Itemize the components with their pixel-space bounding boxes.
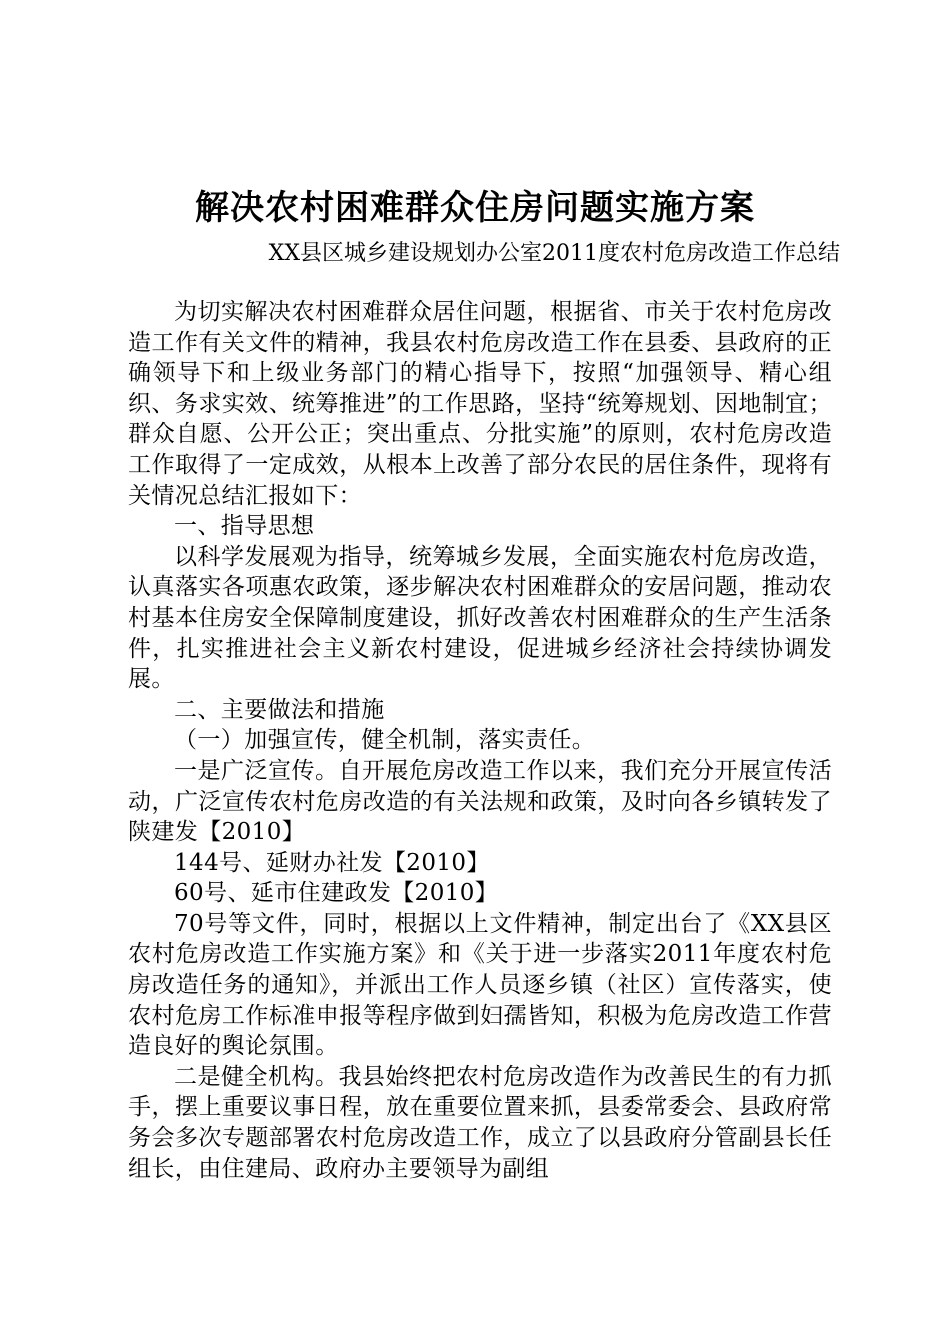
- subsection-heading-publicity: （一）加强宣传，健全机制，落实责任。: [174, 727, 596, 754]
- paragraph-doc-ref-70: 70号等文件，同时，根据以上文件精神，制定出台了《XX县区农村危房改造工作实施方案》和《关于进一步落实2011年度农村危房改造任务的通知》，并派出工作人员逐乡镇（社区）宣传落实，使农村危房工作标准申报等程序做到妇孺皆知，积极为危房改造工作营造良好的舆论氛围。: [128, 910, 832, 1060]
- paragraph-publicity: 一是广泛宣传。自开展危房改造工作以来，我们充分开展宣传活动，广泛宣传农村危房改造的有关法规和政策，及时向各乡镇转发了陕建发【2010】: [128, 757, 832, 846]
- document-title: 解决农村困难群众住房问题实施方案: [195, 188, 755, 228]
- paragraph-guiding-ideology: 以科学发展观为指导，统筹城乡发展，全面实施农村危房改造，认真落实各项惠农政策，逐步解决农村困难群众的安居问题，推动农村基本住房安全保障制度建设，抓好改善农村困难群众的生产生活条件，扎实推进社会主义新农村建设，促进城乡经济社会持续协调发展。: [128, 543, 832, 693]
- document-subtitle: XX县区城乡建设规划办公室2011度农村危房改造工作总结: [268, 241, 840, 266]
- document-body: [128, 297, 832, 1184]
- paragraph-institutions: 二是健全机构。我县始终把农村危房改造作为改善民生的有力抓手，摆上重要议事日程，放在重要位置来抓，县委常委会、县政府常务会多次专题部署农村危房改造工作，成立了以县政府分管副县长任组长，由住建局、政府办主要领导为副组: [128, 1063, 832, 1182]
- paragraph-intro: 为切实解决农村困难群众居住问题，根据省、市关于农村危房改造工作有关文件的精神，我县农村危房改造工作在县委、县政府的正确领导下和上级业务部门的精心指导下，按照“加强领导、精心组织、务求实效、统筹推进”的工作思路，坚持“统筹规划、因地制宜；群众自愿、公开公正；突出重点、分批实施”的原则，农村危房改造工作取得了一定成效，从根本上改善了部分农民的居住条件，现将有关情况总结汇报如下：: [128, 299, 832, 509]
- paragraph-doc-ref-60: 60号、延市住建政发【2010】: [174, 880, 499, 907]
- section-heading-guiding-ideology: 一、指导思想: [174, 513, 315, 540]
- section-heading-main-measures: 二、主要做法和措施: [174, 696, 385, 723]
- paragraph-doc-ref-144: 144号、延财办社发【2010】: [174, 849, 490, 876]
